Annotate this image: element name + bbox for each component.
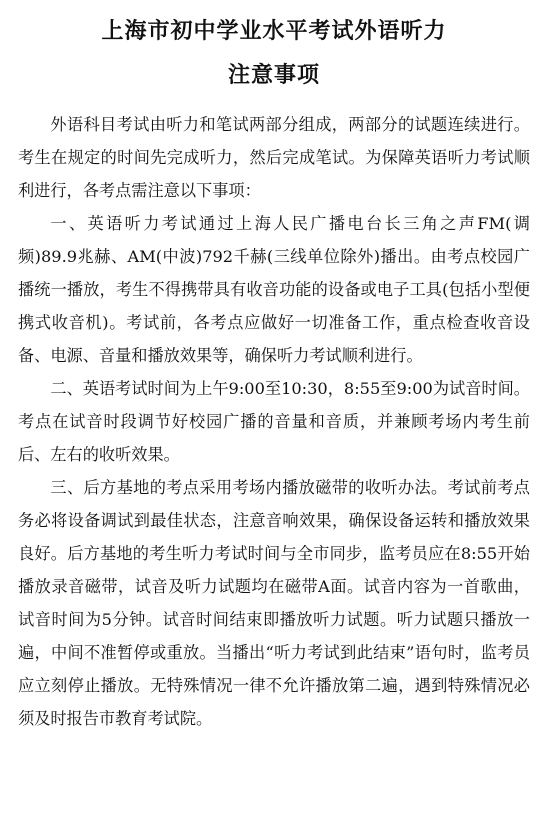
item-2-paragraph: 二、英语考试时间为上午9:00至10:30，8:55至9:00为试音时间。考点在试音时段调节好校园广播的音量和音质，并兼顾考场内考生前后、左右的收听效果。	[18, 379, 530, 464]
item-3-paragraph: 三、后方基地的考点采用考场内播放磁带的收听办法。考试前考点务必将设备调试到最佳状态，注意音响效果，确保设备运转和播放效果良好。后方基地的考生听力考试时间与全市同步，监考员应在8:55开始播放录音磁带，试音及听力试题均在磁带A面。试音内容为一首歌曲，试音时间为5分钟。试音时间结束即播放听力试题。听力试题只播放一遍，中间不准暂停或重放。当播出“听力考试到此结束”语句时，监考员应立刻停止播放。无特殊情况一律不允许播放第二遍，遇到特殊情况必须及时报告市教育考试院。	[18, 478, 530, 728]
document-title	[18, 10, 530, 98]
intro-paragraph: 外语科目考试由听力和笔试两部分组成，两部分的试题连续进行。考生在规定的时间先完成听力，然后完成笔试。为保障英语听力考试顺利进行，各考点需注意以下事项：	[18, 115, 530, 200]
title-line-1: 上海市初中学业水平考试外语听力	[101, 19, 447, 44]
item-1-paragraph: 一、英语听力考试通过上海人民广播电台长三角之声FM(调频)89.9兆赫、AM(中波)792千赫(三线单位除外)播出。由考点校园广播统一播放，考生不得携带具有收音功能的设备或电子工具(包括小型便携式收音机)。考试前，各考点应做好一切准备工作，重点检查收音设备、电源、音量和播放效果等，确保听力考试顺利进行。	[18, 214, 530, 365]
document-body	[18, 108, 530, 735]
title-line-2: 注意事项	[227, 63, 320, 88]
